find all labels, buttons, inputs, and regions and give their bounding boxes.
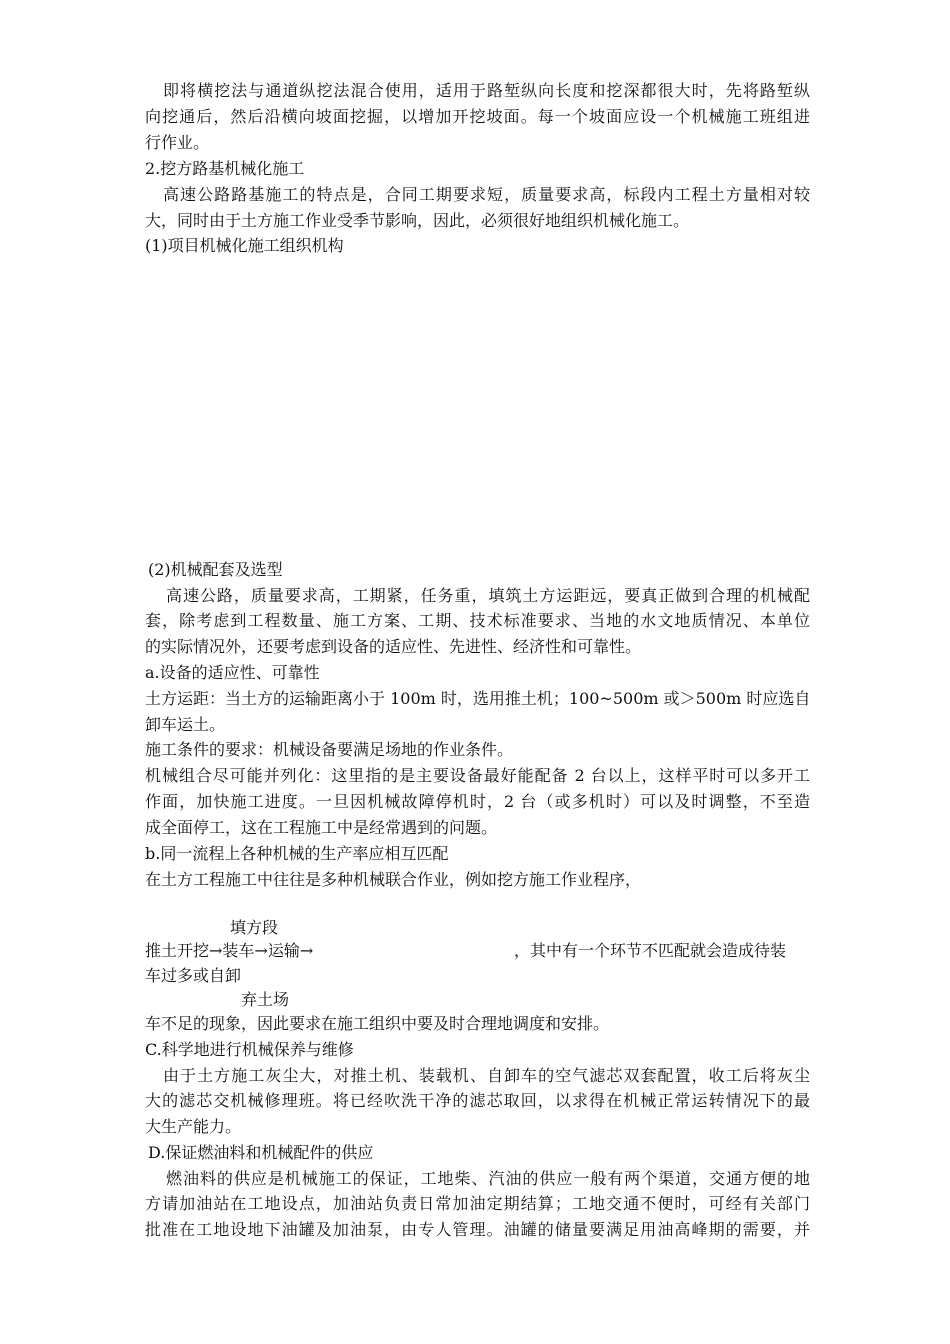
paragraph-line: 即将横挖法与通道纵挖法混合使用，适用于路堑纵向长度和挖深都很大时，先将路堑纵 xyxy=(163,81,810,100)
flow-branch-spoil-site: 弃土场 xyxy=(241,990,290,1009)
paragraph-line: 土方运距：当土方的运输距离小于 100m 时，选用推土机；100~500m 或＞500m 时应选自 xyxy=(145,689,811,708)
paragraph-line: 作面，加快施工进度。一旦因机械故障停机时，2 台（或多机时）可以及时调整，不至造 xyxy=(145,792,810,811)
paragraph-line: 向挖通后，然后沿横向坡面挖掘，以增加开挖坡面。每一个坡面应设一个机械施工班组进 xyxy=(145,107,810,126)
subsection-heading: (2)机械配套及选型 xyxy=(148,560,283,579)
paragraph-line: 车不足的现象，因此要求在施工组织中要及时合理地调度和安排。 xyxy=(145,1014,610,1033)
paragraph-line: 成全面停工，这在工程施工中是经常遇到的问题。 xyxy=(145,818,498,837)
paragraph-line: 车过多或自卸 xyxy=(145,966,242,985)
item-heading: a.设备的适应性、可靠性 xyxy=(145,663,320,682)
paragraph-line: 在土方工程施工中往往是多种机械联合作业，例如挖方施工作业程序， xyxy=(145,870,642,889)
paragraph-line: 大，同时由于土方施工作业受季节影响，因此，必须很好地组织机械化施工。 xyxy=(145,211,690,230)
flow-branch-fill-section: 填方段 xyxy=(230,918,279,937)
paragraph-line: 大生产能力。 xyxy=(145,1117,242,1136)
item-heading: b.同一流程上各种机械的生产率应相互匹配 xyxy=(145,844,449,863)
paragraph-line: 行作业。 xyxy=(145,133,210,152)
paragraph-line: 高速公路路基施工的特点是，合同工期要求短，质量要求高，标段内工程土方量相对较 xyxy=(163,185,810,204)
paragraph-line: 批准在工地设地下油罐及加油泵，由专人管理。油罐的储量要满足用油高峰期的需要，并 xyxy=(145,1220,810,1239)
section-heading: 2.挖方路基机械化施工 xyxy=(145,159,305,178)
paragraph-line: 燃油料的供应是机械施工的保证，工地柴、汽油的供应一般有两个渠道，交通方便的地 xyxy=(166,1169,810,1188)
flow-sequence: 推土开挖→装车→运输→ xyxy=(145,941,314,960)
paragraph-line: 高速公路，质量要求高，工期紧，任务重，填筑土方运距远，要真正做到合理的机械配 xyxy=(166,586,810,605)
paragraph-line: 由于土方施工灰尘大，对推土机、装载机、自卸车的空气滤芯双套配置，收工后将灰尘 xyxy=(163,1066,810,1085)
paragraph-line: 套，除考虑到工程数量、施工方案、工期、技术标准要求、当地的水文地质情况、本单位 xyxy=(145,611,810,630)
paragraph-line: 卸车运土。 xyxy=(145,715,226,734)
paragraph-line: 施工条件的要求：机械设备要满足场地的作业条件。 xyxy=(145,740,514,759)
paragraph-line: 大的滤芯交机械修理班。将已经吹洗干净的滤芯取回，以求得在机械正常运转情况下的最 xyxy=(145,1091,810,1110)
paragraph-line: 方请加油站在工地设点，加油站负责日常加油定期结算；工地交通不便时，可经有关部门 xyxy=(145,1194,810,1213)
item-heading: C.科学地进行机械保养与维修 xyxy=(145,1040,354,1059)
subsection-heading: (1)项目机械化施工组织机构 xyxy=(145,236,344,255)
item-heading: D.保证燃油料和机械配件的供应 xyxy=(148,1143,374,1162)
paragraph-line: ，其中有一个环节不匹配就会造成待装 xyxy=(514,941,787,960)
paragraph-line: 的实际情况外，还要考虑到设备的适应性、先进性、经济性和可靠性。 xyxy=(145,637,642,656)
paragraph-line: 机械组合尽可能并列化：这里指的是主要设备最好能配备 2 台以上，这样平时可以多开工 xyxy=(145,766,810,785)
org-chart-figure-area xyxy=(145,255,810,545)
